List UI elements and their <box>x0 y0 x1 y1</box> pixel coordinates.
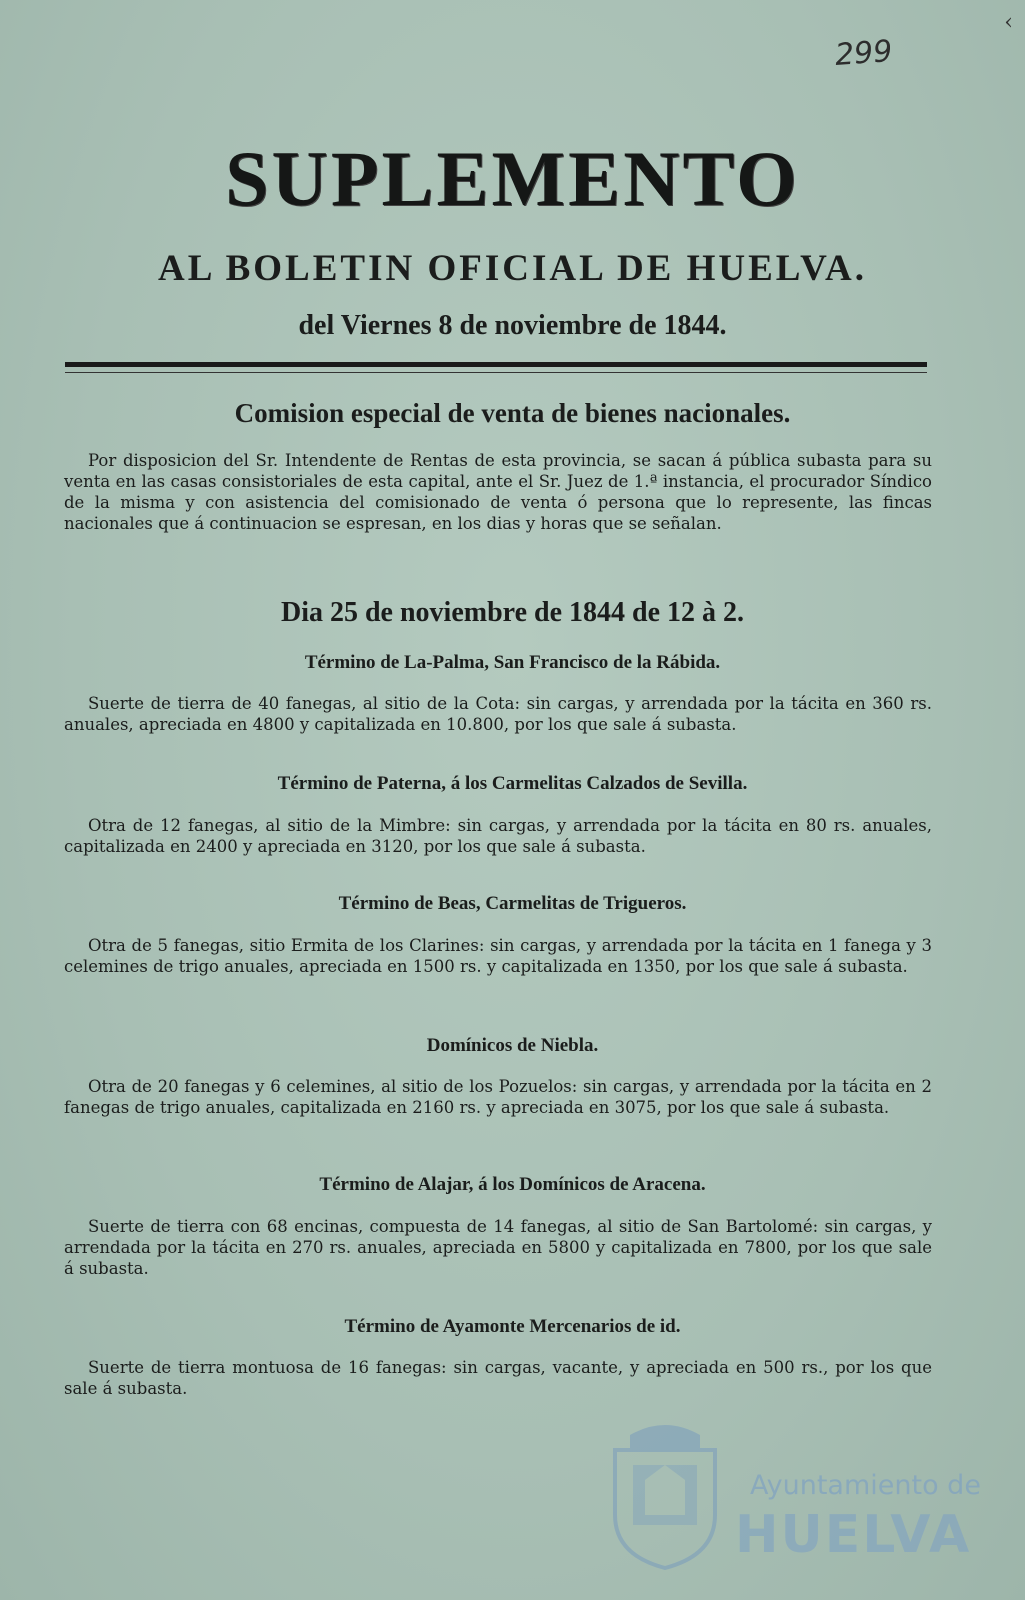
term-heading: Término de Alajar, á los Domínicos de Aracena. <box>319 1174 706 1195</box>
masthead-title: SUPLEMENTO <box>225 135 800 222</box>
masthead-subtitle: AL BOLETIN OFICIAL DE HUELVA. <box>157 248 867 289</box>
corner-mark: ‹ <box>1004 10 1013 35</box>
divider-rule-thin <box>65 372 927 373</box>
entry-paragraph: Suerte de tierra de 40 fanegas, al sitio de la Cota: sin cargas, y arrendada por la tácita en 360 rs. anuales, apreciada en 4800 y capitalizada en 10.800, por los que sale á subasta. <box>64 694 932 734</box>
intro-paragraph: Por disposicion del Sr. Intendente de Rentas de esta provincia, se sacan á pública subasta para su venta en las casas consistoriales de esta capital, ante el Sr. Juez de 1.ª instancia, el procurador Síndico de la misma y con asistencia del comisionado de venta ó persona que lo represente, las fincas nacionales que á continuacion se espresan, en los dias y horas que se señalan. <box>64 451 932 533</box>
term-heading: Término de Ayamonte Mercenarios de id. <box>344 1316 681 1337</box>
archive-page-number: 299 <box>833 34 894 73</box>
entry-paragraph: Otra de 20 fanegas y 6 celemines, al sitio de los Pozuelos: sin cargas, y arrendada por la tácita en 2 fanegas de trigo anuales, capitalizada en 2160 rs. y apreciada en 3075, por los que sale á subasta. <box>64 1077 932 1117</box>
term-heading: Domínicos de Niebla. <box>426 1035 599 1056</box>
masthead-date: del Viernes 8 de noviembre de 1844. <box>298 310 727 341</box>
term-heading: Término de La-Palma, San Francisco de la Rábida. <box>304 652 721 673</box>
term-heading: Término de Beas, Carmelitas de Trigueros. <box>338 893 687 914</box>
entry-paragraph: Suerte de tierra con 68 encinas, compuesta de 14 fanegas, al sitio de San Bartolomé: sin cargas, y arrendada por la tácita en 270 rs. anuales, apreciada en 5800 y capitalizada en 7800, por los que sale á subasta. <box>64 1217 932 1278</box>
entry-paragraph: Otra de 5 fanegas, sitio Ermita de los Clarines: sin cargas, y arrendada por la tácita en 1 fanega y 3 celemines de trigo anuales, apreciada en 1500 rs. y capitalizada en 1350, por los que sale á subasta. <box>64 936 932 976</box>
watermark-line2: HUELVA <box>735 1505 972 1565</box>
commission-heading: Comision especial de venta de bienes nacionales. <box>234 398 791 428</box>
entry-paragraph: Otra de 12 fanegas, al sitio de la Mimbre: sin cargas, y arrendada por la tácita en 80 rs. anuales, capitalizada en 2400 y apreciada en 3120, por los que sale á subasta. <box>64 816 932 856</box>
day-heading: Dia 25 de noviembre de 1844 de 12 à 2. <box>280 597 745 628</box>
watermark-line1: Ayuntamiento de <box>750 1470 981 1501</box>
coat-of-arms-icon <box>605 1420 725 1570</box>
term-heading: Término de Paterna, á los Carmelitas Calzados de Sevilla. <box>277 773 748 794</box>
divider-rule <box>65 362 927 367</box>
entry-paragraph: Suerte de tierra montuosa de 16 fanegas: sin cargas, vacante, y apreciada en 500 rs., por los que sale á subasta. <box>64 1358 932 1398</box>
